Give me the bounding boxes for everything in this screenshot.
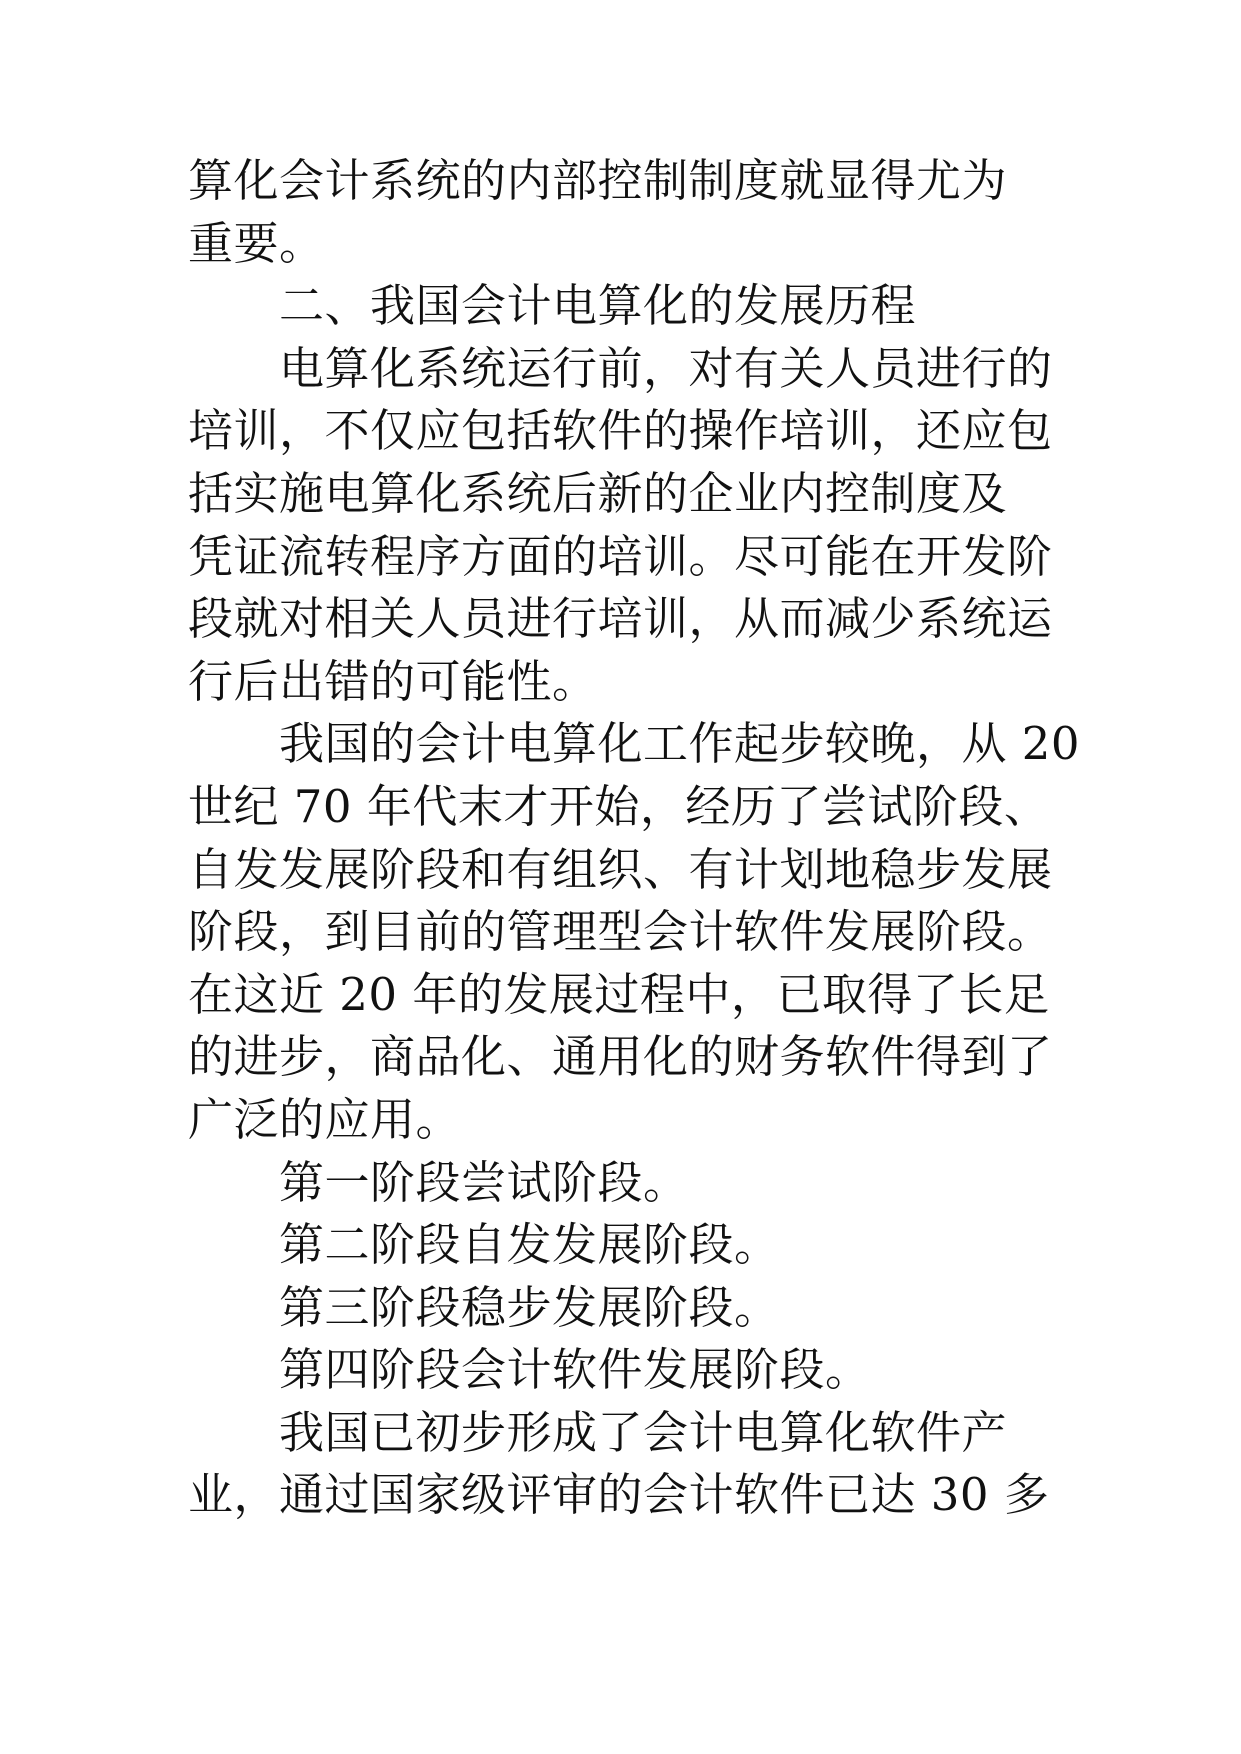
text-line: 我国的会计电算化工作起步较晚，从 20: [279, 717, 1081, 771]
text-line: 凭证流转程序方面的培训。尽可能在开发阶: [188, 529, 1053, 583]
list-item: 第三阶段稳步发展阶段。: [279, 1280, 780, 1334]
text-line: 阶段，到目前的管理型会计软件发展阶段。: [188, 905, 1053, 959]
text-line: 在这近 20 年的发展过程中，已取得了长足: [188, 967, 1050, 1021]
text-line: 业，通过国家级评审的会计软件已达 30 多: [188, 1468, 1050, 1522]
text-line: 的进步，商品化、通用化的财务软件得到了: [188, 1030, 1053, 1084]
list-item: 第一阶段尝试阶段。: [279, 1155, 689, 1209]
list-item: 第四阶段会计软件发展阶段。: [279, 1343, 871, 1397]
text-line: 广泛的应用。: [188, 1092, 462, 1146]
text-line: 括实施电算化系统后新的企业内控制度及: [188, 466, 1008, 520]
text-line: 行后出错的可能性。: [188, 654, 598, 708]
list-item: 第二阶段自发发展阶段。: [279, 1218, 780, 1272]
text-line: 自发发展阶段和有组织、有计划地稳步发展: [188, 842, 1053, 896]
text-line: 世纪 70 年代末才开始，经历了尝试阶段、: [188, 779, 1050, 833]
text-line: 我国已初步形成了会计电算化软件产: [279, 1405, 1008, 1459]
text-line: 电算化系统运行前，对有关人员进行的: [279, 341, 1053, 395]
body-text: [188, 150, 1088, 1527]
text-line: 段就对相关人员进行培训，从而减少系统运: [188, 592, 1053, 646]
text-line: 培训，不仅应包括软件的操作培训，还应包: [188, 404, 1053, 458]
text-line: 算化会计系统的内部控制制度就显得尤为: [188, 154, 1008, 207]
section-heading: 二、我国会计电算化的发展历程: [279, 279, 917, 333]
text-line: 重要。: [188, 216, 325, 270]
